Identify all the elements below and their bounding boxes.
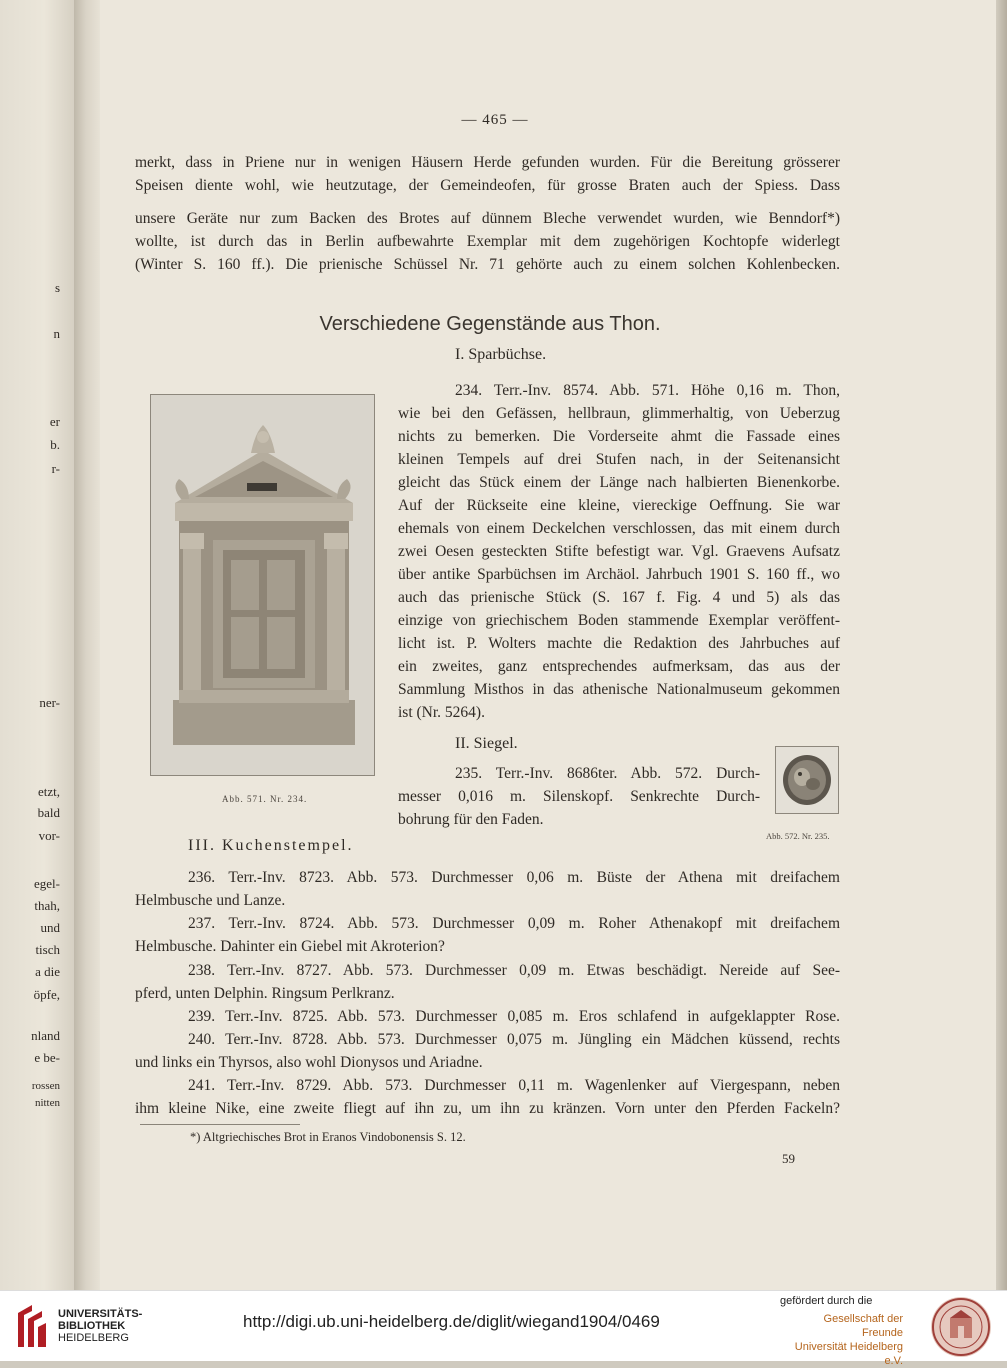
text-line: 234. Terr.-Inv. 8574. Abb. 571. Höhe 0,16 m. Thon, (455, 382, 840, 399)
left-fragment-text: ner- (39, 695, 60, 710)
seal-figure (775, 746, 839, 814)
page-number-header: — 465 — (461, 112, 529, 128)
page-edge (996, 0, 1007, 1290)
text-line: Helmbusche. Dahinter ein Giebel mit Akroterion? (135, 938, 445, 955)
footnote: *) Altgriechisches Brot in Eranos Vindobonensis S. 12. (190, 1130, 466, 1144)
left-fragment-text: rossen (31, 1080, 60, 1092)
text-line: nichts zu bemerken. Die Vorderseite ahmt die Fassade eines (398, 428, 840, 445)
text-line: unsere Geräte nur zum Backen des Brotes auf dünnem Bleche verwendet wurden, wie Benndorf*) (135, 210, 840, 227)
text-line: merkt, dass in Priene nur in wenigen Häusern Herde gefunden wurden. Für die Bereitung grösserer (135, 154, 840, 171)
left-page-fragment (0, 0, 74, 1290)
permalink-url[interactable]: http://digi.ub.uni-heidelberg.de/diglit/wiegand1904/0469 (243, 1312, 660, 1331)
text-line: 236. Terr.-Inv. 8723. Abb. 573. Durchmesser 0,06 m. Büste der Athena mit dreifachem (188, 869, 840, 886)
support-text: gefördert durch die (780, 1295, 873, 1307)
silenus-seal-image (776, 747, 838, 813)
subheading-siegel: II. Siegel. (455, 735, 518, 752)
left-fragment-text: thah, (34, 898, 60, 913)
text-line: Auf der Rückseite eine kleine, viereckige Oeffnung. Sie war (398, 497, 840, 514)
left-fragment-text: b. (50, 437, 60, 452)
money-box-figure (150, 394, 375, 776)
text-line: licht ist. P. Wolters machte die Redaktion des Jahrbuches auf (398, 635, 840, 652)
text-line: Sammlung Misthos in das athenische Nationalmuseum gekommen (398, 681, 840, 698)
text-line: Speisen diente wohl, wie heutzutage, der Gemeindeofen, für grosse Braten auch der Spiess. Dass (135, 177, 840, 194)
text-line: messer 0,016 m. Silenskopf. Senkrechte Durch- (398, 788, 760, 805)
text-line: 239. Terr.-Inv. 8725. Abb. 573. Durchmesser 0,085 m. Eros schlafend in aufgeklappter Rose. (188, 1008, 840, 1025)
library-logo-icon[interactable] (12, 1303, 48, 1349)
terracotta-temple-image (151, 395, 374, 775)
left-fragment-text: egel- (34, 876, 60, 891)
text-line: Helmbusche und Lanze. (135, 892, 286, 909)
society-line: Gesellschaft der Freunde (823, 1313, 903, 1339)
society-line: Universität Heidelberg e.V. (794, 1341, 903, 1367)
section-heading: Verschiedene Gegenstände aus Thon. (319, 313, 661, 335)
text-line: über antike Sparbüchsen im Archäol. Jahrbuch 1901 S. 160 ff., wo (398, 566, 840, 583)
text-line: ein zweites, ganz entsprechendes aufmerksam, das aus der (398, 658, 840, 675)
text-line: wollte, ist durch das in Berlin aufbewahrte Exemplar mit dem zugehörigen Kochtopfe widerlegt (135, 233, 840, 250)
page-number-footer: 59 (782, 1151, 795, 1166)
text-line: gleicht das Stück einem der Länge nach halbierten Bienenkorbe. (398, 474, 840, 491)
book-gutter (74, 0, 100, 1290)
text-line: ehemals von einem Deckelchen verschlossen, das mit einem durch (398, 520, 840, 537)
digitization-footer (0, 1290, 1007, 1367)
text-line: zwei Oesen gesteckten Stifte befestigt war. Vgl. Graevens Aufsatz (398, 543, 840, 560)
left-fragment-text: öpfe, (33, 987, 60, 1002)
text-line: wie bei den Gefässen, hellbraun, glimmerhaltig, von Ueberzug (398, 405, 840, 422)
text-line: (Winter S. 160 ff.). Die prienische Schüssel Nr. 71 gehörte auch zu einem solchen Kohlenbecken. (135, 256, 840, 273)
text-line: 240. Terr.-Inv. 8728. Abb. 573. Durchmesser 0,075 m. Jüngling ein Mädchen küssend, rechts (188, 1031, 840, 1048)
left-fragment-text: nitten (34, 1097, 60, 1109)
text-line: auch das prienische Stück (S. 167 f. Fig. 4 und 5) als das (398, 589, 840, 606)
left-fragment-text: er (49, 414, 60, 429)
library-name[interactable] (58, 1308, 142, 1344)
university-seal-icon (930, 1296, 992, 1358)
left-fragment-text: n (53, 326, 60, 341)
text-line: kleinen Tempels auf drei Stufen nach, in der Seitenansicht (398, 451, 840, 468)
figure-caption-572: Abb. 572. Nr. 235. (766, 831, 830, 841)
library-name-line: BIBLIOTHEK (58, 1320, 126, 1332)
left-fragment-text: etzt, (37, 784, 60, 799)
text-line: bohrung für den Faden. (398, 811, 544, 828)
left-fragment-text: s (54, 280, 60, 295)
left-fragment-text: tisch (35, 942, 60, 957)
library-name-line: HEIDELBERG (58, 1332, 129, 1344)
library-name-line: UNIVERSITÄTS- (58, 1308, 143, 1320)
text-line: 235. Terr.-Inv. 8686ter. Abb. 572. Durch- (455, 765, 760, 782)
left-fragment-text: r- (51, 461, 60, 476)
text-line: pferd, unten Delphin. Ringsum Perlkranz. (135, 985, 395, 1002)
text-line: ist (Nr. 5264). (398, 704, 485, 721)
left-fragment-text: bald (37, 805, 60, 820)
text-line: und links ein Thyrsos, also wohl Dionysos und Ariadne. (135, 1054, 483, 1071)
text-line: ihm kleine Nike, eine zweite fliegt auf ihn zu, um ihn zu kränzen. Vorn unter den Pferden Fackeln? (135, 1100, 840, 1117)
footnote-divider (140, 1124, 300, 1125)
left-fragment-text: vor- (38, 828, 60, 843)
left-fragment-text: a die (35, 964, 60, 979)
text-line: 238. Terr.-Inv. 8727. Abb. 573. Durchmesser 0,09 m. Etwas beschädigt. Nereide auf See- (188, 962, 840, 979)
figure-caption-571: Abb. 571. Nr. 234. (222, 794, 308, 804)
subheading-sparbuechse: I. Sparbüchse. (455, 346, 547, 363)
text-line: 237. Terr.-Inv. 8724. Abb. 573. Durchmesser 0,09 m. Roher Athenakopf mit dreifachem (188, 915, 840, 932)
left-fragment-text: e be- (34, 1050, 60, 1065)
text-line: 241. Terr.-Inv. 8729. Abb. 573. Durchmesser 0,11 m. Wagenlenker auf Viergespann, neben (188, 1077, 840, 1094)
subheading-kuchenstempel: III. Kuchenstempel. (188, 837, 354, 854)
left-fragment-text: und (40, 920, 60, 935)
text-line: einzige von griechischem Boden stammende Exemplar veröffent- (398, 612, 840, 629)
left-fragment-text: nland (31, 1028, 60, 1043)
